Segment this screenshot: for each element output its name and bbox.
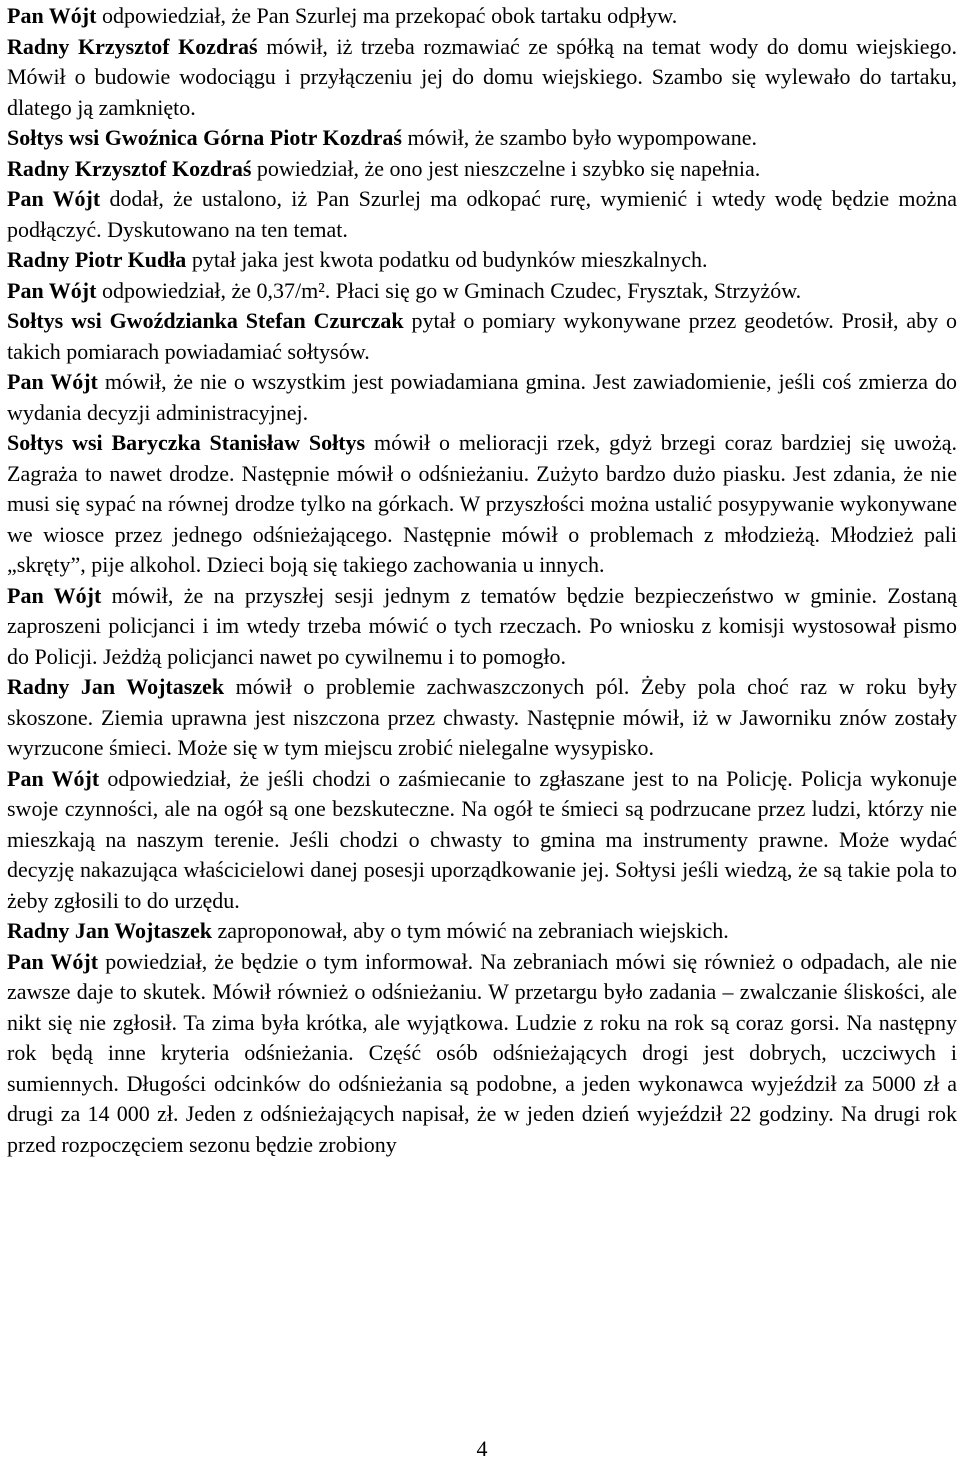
paragraph (7, 428, 957, 581)
speaker-name: Radny Krzysztof Kozdraś (7, 155, 252, 181)
paragraph-text: powiedział, że ono jest nieszczelne i szybko się napełnia. (251, 155, 761, 181)
paragraph (7, 123, 957, 154)
paragraph-text: dodał, że ustalono, iż Pan Szurlej ma odkopać rurę, wymienić i wtedy wodę będzie można podłączyć. Dyskutowano na ten temat. (7, 186, 957, 242)
document-page (7, 0, 957, 1464)
paragraph-text: mówił, iż trzeba rozmawiać ze spółką na temat wody do domu wiejskiego. Mówił o budowie wodociągu i przyłączeniu jej do domu wiejskiego. Szambo się wylewało do tartaku, dlatego ją zamknięto. (7, 33, 957, 120)
document-body (7, 0, 957, 1160)
paragraph-text: pytał o pomiary wykonywane przez geodetów. Prosił, aby o takich pomiarach powiadamiać sołtysów. (7, 308, 957, 364)
paragraph-text: odpowiedział, że Pan Szurlej ma przekopać obok tartaku odpływ. (96, 3, 678, 28)
paragraph-text: odpowiedział, że 0,37/m². Płaci się go w Gminach Czudec, Frysztak, Strzyżów. (96, 277, 802, 303)
paragraph-text: mówił, że szambo było wypompowane. (401, 125, 757, 150)
paragraph (7, 367, 957, 428)
speaker-name: Pan Wójt (7, 3, 97, 28)
paragraph (7, 947, 957, 1161)
speaker-name: Pan Wójt (7, 277, 97, 303)
paragraph (7, 306, 957, 367)
speaker-name: Radny Jan Wojtaszek (7, 918, 212, 943)
paragraph (7, 1, 957, 32)
paragraph (7, 245, 957, 276)
speaker-name: Sołtys wsi Gwoźnica Górna Piotr Kozdraś (7, 125, 402, 150)
speaker-name: Radny Krzysztof Kozdraś (7, 33, 258, 59)
paragraph (7, 581, 957, 673)
speaker-name: Pan Wójt (7, 765, 100, 791)
speaker-name: Radny Piotr Kudła (7, 247, 187, 272)
paragraph (7, 672, 957, 764)
paragraph (7, 276, 957, 307)
speaker-name: Sołtys wsi Gwoździanka Stefan Czurczak (7, 308, 404, 333)
paragraph (7, 32, 957, 124)
paragraph-text: zaproponował, aby o tym mówić na zebraniach wiejskich. (211, 918, 729, 943)
speaker-name: Pan Wójt (7, 186, 101, 211)
speaker-name: Pan Wójt (7, 948, 99, 974)
paragraph (7, 184, 957, 245)
paragraph-text: powiedział, że będzie o tym informował. Na zebraniach mówi się również o odpadach, ale nie zawsze daje to skutek. Mówił również o odśnieżaniu. W przetargu było zadania – zwalczanie śliskości, ale nikt się nie zgłosił. Ta zima była krótka, ale wyjątkowa. Ludzie z roku na rok są coraz gorsi. Na następny rok będą inne kryteria odśnieżania. Część osób odśnieżających drogi jest dobrych, uczciwych i sumiennych. Długości odcinków do odśnieżania są podobne, a jeden wykonawca wyjeździł za 5000 zł a drugi za 14 000 zł. Jeden z odśnieżających napisał, że w jeden dzień wyjeździł 22 godziny. Na drugi rok przed rozpoczęciem sezonu będzie zrobiony (7, 948, 957, 1157)
speaker-name: Sołtys wsi Baryczka Stanisław Sołtys (7, 430, 366, 455)
speaker-name: Pan Wójt (7, 369, 98, 394)
paragraph-text: odpowiedział, że jeśli chodzi o zaśmiecanie to zgłaszane jest to na Policję. Policja wykonuje swoje czynności, ale na ogół są one bezskuteczne. Na ogół te śmieci są podrzucane przez ludzi, którzy nie mieszkają na naszym terenie. Jeśli chodzi o chwasty to gmina ma instrumenty prawne. Może wydać decyzję nakazująca właścicielowi danej posesji uporządkowanie jej. Sołtysi jeśli wiedzą, że są takie pola to żeby zgłosili to do urzędu. (7, 765, 958, 913)
paragraph (7, 154, 957, 185)
paragraph (7, 916, 957, 947)
paragraph-text: mówił o problemie zachwaszczonych pól. Żeby pola choć raz w roku były skoszone. Ziemia uprawna jest niszczona przez chwasty. Następnie mówił, iż w Jaworniku znów zostały wyrzucone śmieci. Może się w tym miejscu zrobić nielegalne wysypisko. (7, 674, 957, 760)
paragraph (7, 764, 957, 917)
speaker-name: Pan Wójt (7, 582, 102, 608)
paragraph-text: mówił, że nie o wszystkim jest powiadamiana gmina. Jest zawiadomienie, jeśli coś zmierza do wydania decyzji administracyjnej. (7, 369, 958, 425)
page-number: 4 (476, 1436, 488, 1461)
paragraph-text: pytał jaka jest kwota podatku od budynków mieszkalnych. (186, 247, 708, 272)
paragraph-text: mówił o melioracji rzek, gdyż brzegi coraz bardziej się uwożą. Zagraża to nawet drodze. Następnie mówił o odśnieżaniu. Zużyto bardzo dużo piasku. Jest zdania, że nie musi się sypać na równej drodze tylko na górkach. W przyszłości można ustalić posypywanie wykonywane we wiosce przez jednego odśnieżającego. Następnie mówił o problemach z młodzieżą. Młodzież pali „skręty”, pije alkohol. Dzieci boją się takiego zachowania u innych. (7, 430, 957, 577)
speaker-name: Radny Jan Wojtaszek (7, 674, 225, 699)
paragraph-text: mówił, że na przyszłej sesji jednym z tematów będzie bezpieczeństwo w gminie. Zostaną zaproszeni policjanci i im wtedy trzeba mówić o tych rzeczach. Po wniosku z komisji wystosował pismo do Policji. Jeżdżą policjanci nawet po cywilnemu i to pomogło. (7, 582, 958, 669)
